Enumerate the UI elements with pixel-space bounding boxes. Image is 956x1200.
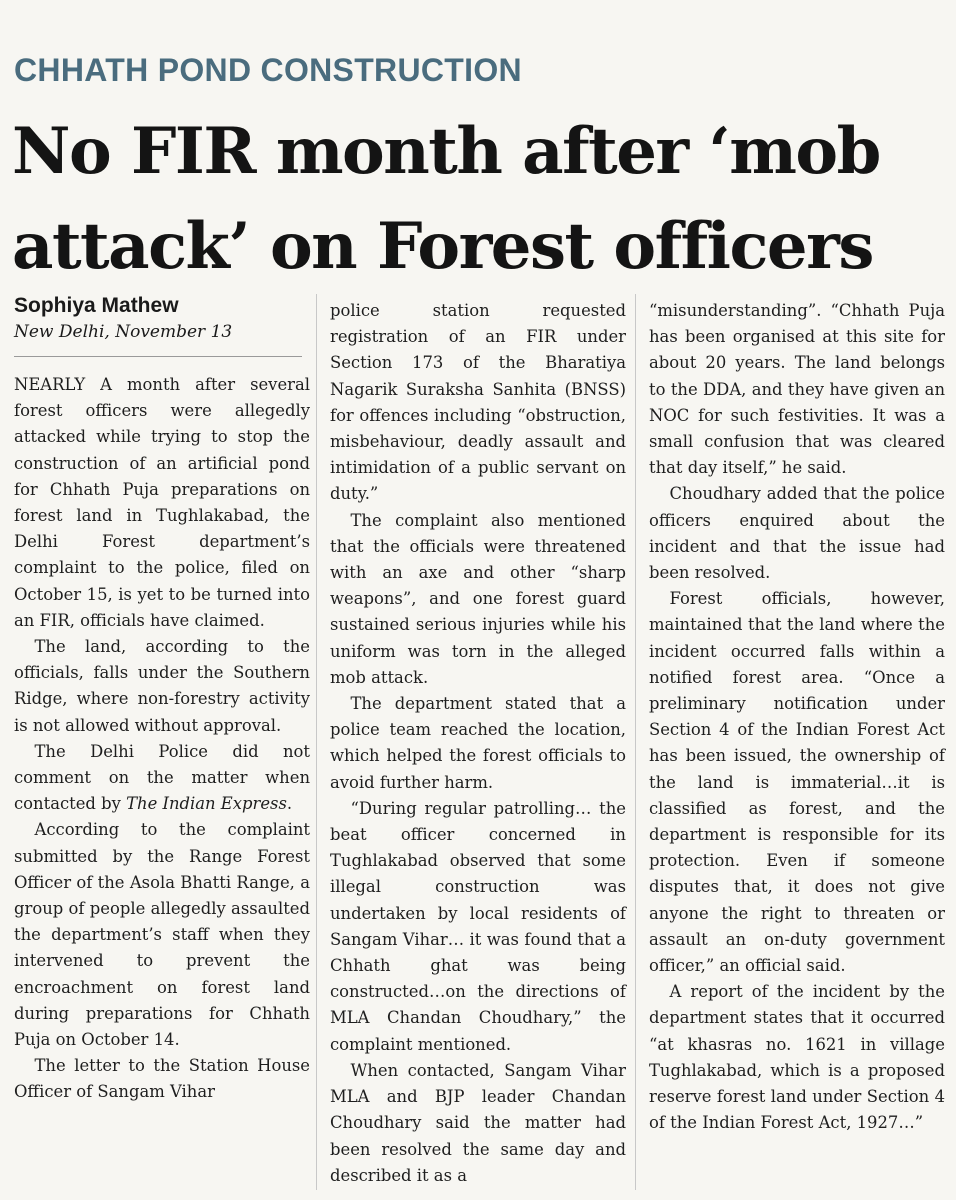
- article-column-1: [14, 372, 310, 1106]
- paragraph: NEARLY A month after several forest officers were allegedly attacked while trying to stop the construction of an artificial pond for Chhath Puja preparations on forest land in Tughlakabad, the Delhi Forest department’s complaint to the police, filed on October 15, is yet to be turned into an FIR, officials have claimed.: [14, 375, 310, 630]
- paragraph: The complaint also mentioned that the officials were threatened with an axe and other “sharp weapons”, and one forest guard sustained serious injuries while his uniform was torn in the alleged mob attack.: [330, 510, 626, 687]
- paragraph-text: The Delhi Police did not comment on the matter when contacted by: [14, 741, 310, 814]
- paragraph: police station requested registration of an FIR under Section 173 of the Bharatiya Nagarik Suraksha Sanhita (BNSS) for offences including “obstruction, misbehaviour, deadly assault and intimidation of a public servant on duty.”: [330, 301, 626, 504]
- section-kicker: CHHATH POND CONSTRUCTION: [14, 52, 522, 88]
- paragraph: “misunderstanding”. “Chhath Puja has been organised at this site for about 20 years. The land belongs to the DDA, and they have given an NOC for such festivities. It was a small confusion that was cleared that day itself,” he said.: [649, 301, 945, 478]
- paragraph: The letter to the Station House Officer of Sangam Vihar: [14, 1056, 310, 1102]
- byline-dateline: New Delhi, November 13: [14, 322, 233, 342]
- publication-name: The Indian Express: [126, 794, 287, 814]
- headline: No FIR month after ‘mob attack’ on Forest officers: [12, 114, 880, 284]
- paragraph: According to the complaint submitted by the Range Forest Officer of the Asola Bhatti Range, a group of people allegedly assaulted the department’s staff when they intervened to prevent the encroachment on forest land during preparations for Chhath Puja on October 14.: [14, 820, 310, 1050]
- paragraph-text: .: [286, 794, 293, 814]
- byline-divider: [14, 356, 302, 357]
- paragraph: The land, according to the officials, falls under the Southern Ridge, where non-forestry activity is not allowed without approval.: [14, 637, 310, 735]
- article-column-3: [649, 298, 945, 1137]
- paragraph: Choudhary added that the police officers enquired about the incident and that the issue had been resolved.: [649, 484, 945, 583]
- paragraph: [14, 739, 310, 818]
- paragraph: A report of the incident by the department states that it occurred “at khasras no. 1621 in village Tughlakabad, which is a proposed reserve forest land under Section 4 of the Indian Forest Act, 1927…”: [649, 982, 945, 1133]
- article-column-2: [330, 298, 626, 1189]
- paragraph: When contacted, Sangam Vihar MLA and BJP leader Chandan Choudhary said the matter had been resolved the same day and described it as a: [330, 1060, 626, 1185]
- byline-author: Sophiya Mathew: [14, 294, 179, 317]
- paragraph: Forest officials, however, maintained that the land where the incident occurred falls within a notified forest area. “Once a preliminary notification under Section 4 of the Indian Forest Act has been issued, the ownership of the land is immaterial…it is classified as forest, and the department is responsible for its protection. Even if someone disputes that, it does not give anyone the right to threaten or assault an on-duty government officer,” an official said.: [649, 589, 945, 976]
- paragraph: “During regular patrolling… the beat officer concerned in Tughlakabad observed that some illegal construction was undertaken by local residents of Sangam Vihar… it was found that a Chhath ghat was being constructed…on the directions of MLA Chandan Choudhary,” the complaint mentioned.: [330, 798, 626, 1054]
- paragraph: The department stated that a police team reached the location, which helped the forest officials to avoid further harm.: [330, 694, 626, 792]
- column-divider: [316, 294, 317, 1190]
- column-divider: [635, 294, 636, 1190]
